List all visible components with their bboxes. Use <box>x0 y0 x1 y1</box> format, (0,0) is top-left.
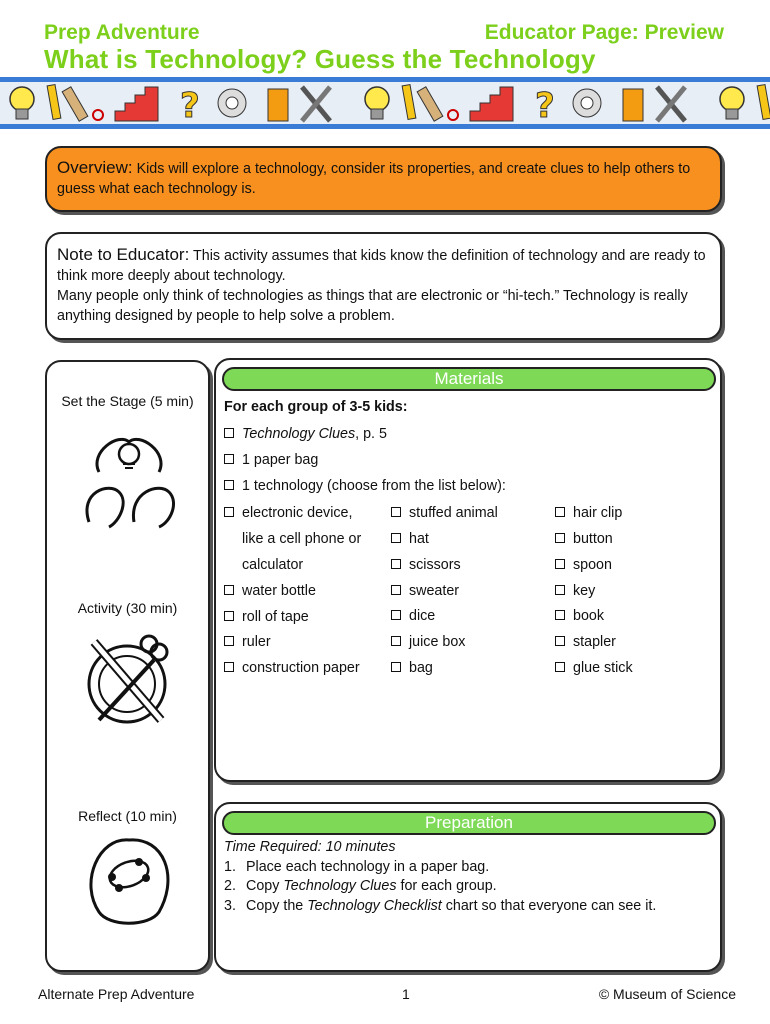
checkbox-icon <box>224 585 234 595</box>
activity-label: Activity (30 min) <box>77 600 178 616</box>
list-item <box>555 606 604 626</box>
list-item <box>391 658 433 678</box>
page-title: What is Technology? Guess the Technology <box>44 44 596 74</box>
checkbox-icon <box>224 454 234 464</box>
clues-title: Technology Clues <box>242 426 356 442</box>
preparation-box <box>214 802 722 972</box>
list-item <box>555 581 595 601</box>
checkbox-icon <box>224 480 234 490</box>
list-item-label: juice box <box>409 634 466 650</box>
page-type: Educator Page: Preview <box>484 21 724 44</box>
list-item-label: bag <box>409 660 433 676</box>
checkbox-icon <box>391 533 401 543</box>
preparation-title: Preparation <box>222 811 716 835</box>
list-item-continuation: like a cell phone or <box>242 531 362 547</box>
sidebar-box <box>45 360 210 972</box>
svg-text:?: ? <box>180 86 200 126</box>
footer-right: © Museum of Science <box>598 986 736 1002</box>
materials-item-tech <box>224 476 506 496</box>
checkbox-icon <box>555 533 565 543</box>
clues-suffix: , p. 5 <box>355 426 387 442</box>
reflect-head-icon <box>79 832 179 932</box>
list-item <box>555 632 616 652</box>
list-item-label: book <box>573 608 605 624</box>
list-item <box>224 581 316 601</box>
list-item-label: electronic device, <box>242 505 353 521</box>
checkbox-icon <box>555 662 565 672</box>
list-item <box>555 555 612 575</box>
checkbox-icon <box>555 610 565 620</box>
overview-box <box>45 146 722 212</box>
checkbox-icon <box>391 585 401 595</box>
step-text: Copy the <box>246 897 308 914</box>
list-item-label: hat <box>409 531 429 547</box>
checkbox-icon <box>224 507 234 517</box>
checkbox-icon <box>391 662 401 672</box>
list-item <box>391 503 498 523</box>
overview-lead: Overview: <box>57 158 133 177</box>
list-item-label: dice <box>409 608 436 624</box>
note-body-2: Many people only think of technologies as things that are electronic or “hi-tech.” Technology is really anything designed by people to help solve a problem. <box>57 288 688 324</box>
page-number: 1 <box>402 986 410 1002</box>
checkbox-icon <box>391 559 401 569</box>
checkbox-icon <box>391 636 401 646</box>
note-body-1: This activity assumes that kids know the definition of technology and are ready to think more deeply about technology. <box>57 248 706 284</box>
step-text-em: Technology Clues <box>283 878 397 894</box>
list-item <box>555 503 622 523</box>
list-item-label: roll of tape <box>242 609 309 625</box>
preparation-time: Time Required: 10 minutes <box>224 839 396 855</box>
list-item-label: button <box>573 531 613 547</box>
checkbox-icon <box>555 559 565 569</box>
list-item-label: scissors <box>409 557 461 573</box>
materials-item-clues <box>224 424 387 444</box>
materials-group-label: For each group of 3-5 kids: <box>224 399 408 415</box>
checkbox-icon <box>224 611 234 621</box>
checkbox-icon <box>391 610 401 620</box>
checkbox-icon <box>224 636 234 646</box>
list-item <box>391 555 461 575</box>
list-item <box>224 658 360 678</box>
materials-item-bag <box>224 450 318 470</box>
preparation-step <box>224 877 714 897</box>
list-item-label: ruler <box>242 634 271 650</box>
list-item <box>391 581 459 601</box>
list-item <box>391 606 435 626</box>
note-lead: Note to Educator: <box>57 245 190 264</box>
pencil-scissors-icon <box>79 632 179 732</box>
preparation-body <box>224 838 714 916</box>
materials-box <box>214 358 722 782</box>
step-text: chart so that everyone can see it. <box>441 897 657 914</box>
list-item-label: construction paper <box>242 660 360 676</box>
overview-text <box>57 158 710 199</box>
list-item-label: hair clip <box>573 505 623 521</box>
reflect-label: Reflect (10 min) <box>78 808 177 824</box>
tech-label: 1 technology (choose from the list below): <box>242 478 506 494</box>
step-number: 1. <box>224 858 236 875</box>
materials-title: Materials <box>222 367 716 391</box>
step-number: 2. <box>224 878 236 894</box>
juice-box-icon <box>268 89 288 121</box>
list-item-label: stapler <box>573 634 616 650</box>
checkbox-icon <box>555 507 565 517</box>
list-item-label: key <box>573 583 596 599</box>
stage-label: Set the Stage (5 min) <box>61 393 194 409</box>
list-item-continuation: calculator <box>242 557 304 573</box>
step-text: Place each technology in a paper bag. <box>246 858 490 875</box>
list-item <box>224 632 271 652</box>
overview-body: Kids will explore a technology, consider its properties, and create clues to help others to guess what each technology is. <box>57 161 691 197</box>
icon-banner <box>0 77 770 129</box>
series-title: Prep Adventure <box>44 21 200 44</box>
bag-label: 1 paper bag <box>242 452 319 468</box>
thinking-kids-icon <box>79 432 179 532</box>
list-item-label: sweater <box>409 583 460 599</box>
footer-left: Alternate Prep Adventure <box>38 986 195 1002</box>
list-item-label: stuffed animal <box>409 505 498 521</box>
list-item <box>224 503 352 523</box>
checkbox-icon <box>224 662 234 672</box>
checkbox-icon <box>224 428 234 438</box>
list-item-label: water bottle <box>242 583 316 599</box>
preparation-steps <box>224 858 714 917</box>
step-number: 3. <box>224 897 236 914</box>
step-text-em: Technology Checklist <box>307 897 442 914</box>
checkbox-icon <box>555 636 565 646</box>
step-text: Copy <box>246 878 284 894</box>
question-mark-icon <box>180 86 200 126</box>
tape-roll-icon <box>218 89 246 117</box>
list-item-label: glue stick <box>573 660 633 676</box>
list-item-label: spoon <box>573 557 612 573</box>
list-item <box>555 529 613 549</box>
list-item <box>224 607 309 627</box>
list-item <box>391 529 429 549</box>
list-item <box>391 632 465 652</box>
note-box <box>45 232 722 340</box>
checkbox-icon <box>555 585 565 595</box>
step-text: for each group. <box>396 878 497 894</box>
preparation-step <box>224 858 714 878</box>
list-item <box>555 658 633 678</box>
checkbox-icon <box>391 507 401 517</box>
note-text <box>57 245 710 286</box>
preparation-step <box>224 897 714 917</box>
